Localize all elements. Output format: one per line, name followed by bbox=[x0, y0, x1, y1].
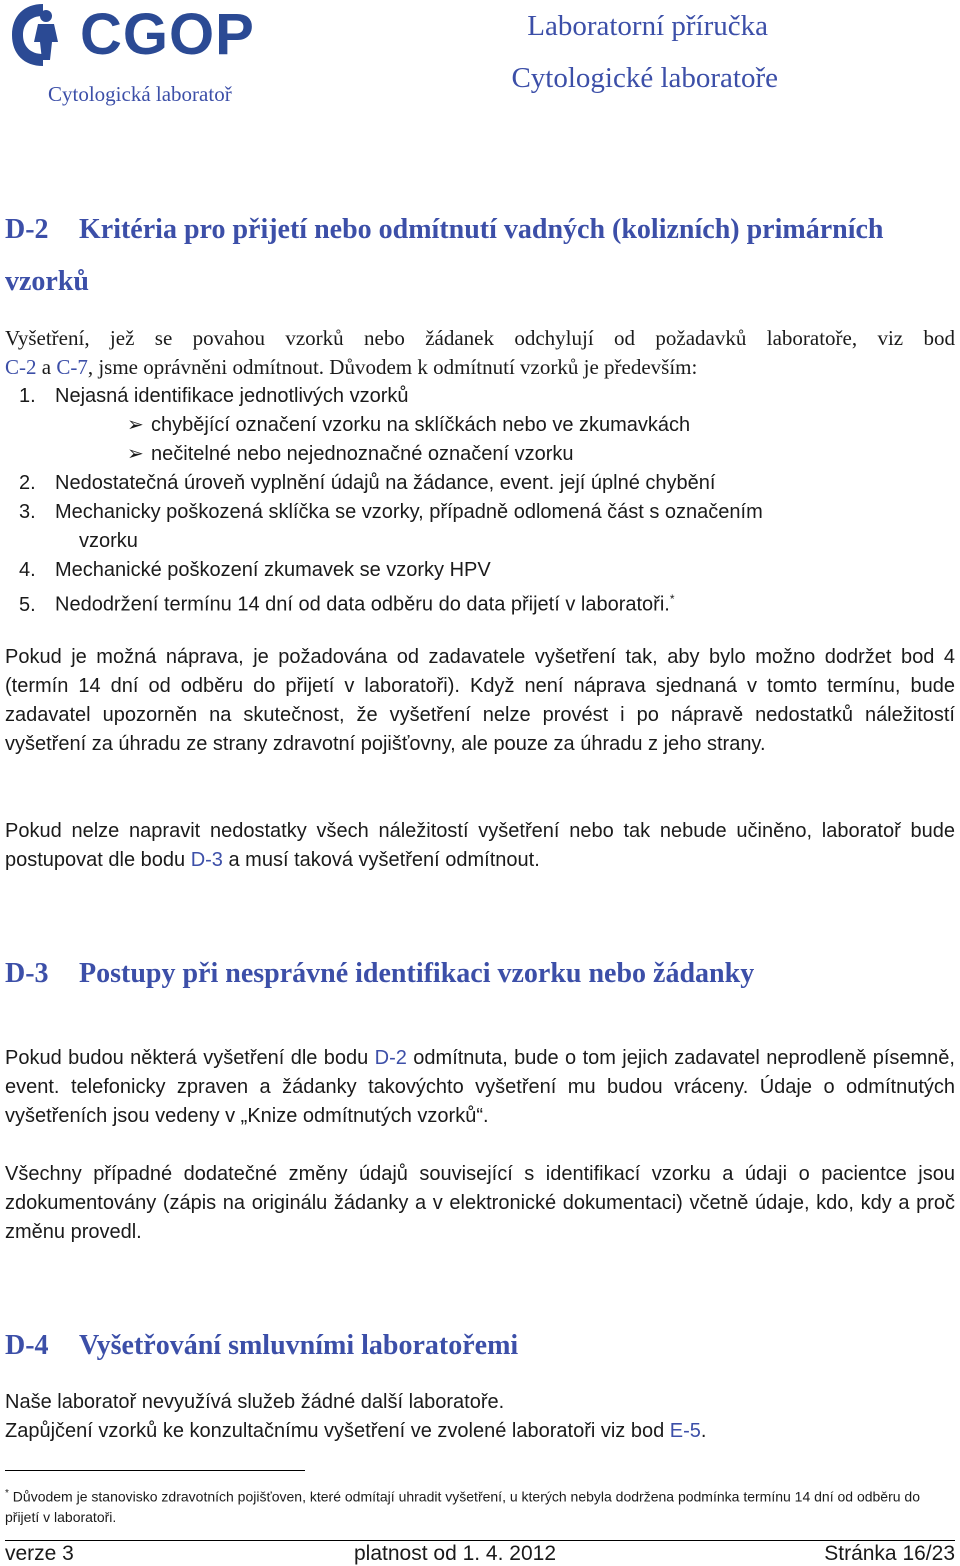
list-item bbox=[5, 382, 955, 411]
list-text: Mechanicky poškozená sklíčka se vzorky, případně odlomená část s označením bbox=[55, 501, 763, 523]
list-text: Nedostatečná úroveň vyplnění údajů na žádance, event. její úplné chybění bbox=[55, 472, 716, 494]
list-item bbox=[5, 585, 955, 614]
paragraph-remedy: Pokud je možná náprava, je požadována od zadavatele vyšetření tak, aby bylo možno dodržet bod 4 (termín 14 dní od odběru do přijetí v laboratoři). Když není náprava sjednaná v tomto termínu, bude zadavatel upozorněn na skutečnost, že vyšetření nelze provést i po nápravě nedostatků náležitostí vyšetření za úhradu ze strany zdravotní pojišťovny, ale pouze za úhradu z jeho strany. bbox=[5, 646, 955, 755]
intro-text: a bbox=[36, 355, 57, 379]
paragraph-cannot-remedy bbox=[5, 817, 955, 875]
list-subitem bbox=[5, 411, 955, 440]
link-d3[interactable]: D-3 bbox=[190, 849, 223, 871]
section-number: D-2 bbox=[5, 214, 49, 245]
link-c2[interactable]: C-2 bbox=[5, 355, 37, 379]
list-item bbox=[5, 556, 955, 585]
section-title: Vyšetřování smluvními laboratořemi bbox=[79, 1330, 519, 1361]
list-num: 3. bbox=[19, 501, 36, 523]
footer-validity: platnost od 1. 4. 2012 bbox=[354, 1542, 556, 1565]
link-c7[interactable]: C-7 bbox=[56, 355, 88, 379]
list-subitem bbox=[5, 440, 955, 469]
footnote bbox=[5, 1484, 955, 1527]
text: Pokud budou některá vyšetření dle bodu bbox=[5, 1047, 375, 1069]
list-text: Nejasná identifikace jednotlivých vzorků bbox=[55, 385, 409, 407]
footnote-mark[interactable]: * bbox=[669, 592, 675, 606]
paragraph-rejected bbox=[5, 1044, 955, 1131]
section-title-line2: vzorků bbox=[5, 266, 89, 297]
arrow-bullet-icon: ➢ bbox=[127, 414, 144, 436]
list-num: 4. bbox=[19, 559, 36, 581]
section-d4-heading bbox=[5, 1330, 955, 1366]
d4-line2 bbox=[5, 1417, 706, 1446]
text: Pokud nelze napravit nedostatky všech náležitostí vyšetření nebo tak nebude učiněno, laboratoř bude postupovat dle bodu bbox=[5, 820, 955, 871]
logo-emblem-icon bbox=[8, 2, 78, 68]
section-number: D-3 bbox=[5, 958, 49, 989]
criteria-list bbox=[5, 382, 955, 614]
list-num: 5. bbox=[19, 593, 36, 616]
paragraph-changes: Všechny případné dodatečné změny údajů související s identifikací vzorku a údaji o pacientce jsou zdokumentovány (zápis na originálu žádanky a v elektronické dokumentaci) včetně údaje, kdo, kdy a proč změnu provedl. bbox=[5, 1163, 955, 1243]
text: odmítnuta, bude o tom jejich zadavatel neprodleně písemně, event. telefonicky zpraven a žádanky takovýchto vyšetření mu budou vráceny. Údaje o odmítnutých vyšetřeních jsou vedeny v „Knize odmítnutých vzorků“. bbox=[5, 1047, 955, 1127]
document-title: Laboratorní příručka bbox=[527, 10, 768, 42]
intro-line2 bbox=[5, 353, 697, 382]
footnote-text: Důvodem je stanovisko zdravotních pojišťoven, které odmítají uhradit vyšetření, u kterých nebyla dodržena podmínka termínu 14 dní od odběru do přijetí v laboratoři. bbox=[5, 1488, 921, 1525]
list-item-continuation bbox=[5, 527, 955, 556]
link-d2[interactable]: D-2 bbox=[374, 1047, 407, 1069]
list-text: Nedodržení termínu 14 dní od data odběru do data přijetí v laboratoři. bbox=[55, 593, 670, 616]
footer-divider bbox=[5, 1540, 955, 1541]
logo bbox=[8, 2, 78, 68]
text: a musí taková vyšetření odmítnout. bbox=[222, 849, 540, 871]
section-title-line1: Kritéria pro přijetí nebo odmítnutí vadných (kolizních) primárních bbox=[79, 214, 884, 245]
list-text: vzorku bbox=[79, 530, 138, 552]
link-e5[interactable]: E-5 bbox=[669, 1420, 701, 1442]
intro-text-rest: , jsme oprávněni odmítnout. Důvodem k odmítnutí vzorků je především: bbox=[87, 355, 698, 379]
text: Zapůjčení vzorků ke konzultačnímu vyšetření ve zvolené laboratoři viz bod bbox=[5, 1420, 670, 1442]
footnote-mark: * bbox=[5, 1488, 9, 1499]
list-text: Mechanické poškození zkumavek se vzorky HPV bbox=[55, 559, 491, 581]
list-item bbox=[5, 469, 955, 498]
section-title: Postupy při nesprávné identifikaci vzorku nebo žádanky bbox=[79, 958, 755, 989]
arrow-bullet-icon: ➢ bbox=[127, 443, 144, 465]
section-d3-heading bbox=[5, 958, 955, 994]
footer-version: verze 3 bbox=[5, 1542, 74, 1565]
list-text: chybějící označení vzorku na sklíčkách nebo ve zkumavkách bbox=[151, 414, 691, 436]
list-text: nečitelné nebo nejednoznačné označení vzorku bbox=[151, 443, 574, 465]
text: . bbox=[700, 1420, 707, 1442]
list-num: 2. bbox=[19, 472, 36, 494]
document-subtitle: Cytologické laboratoře bbox=[511, 62, 778, 94]
d4-line1: Naše laboratoř nevyužívá služeb žádné další laboratoře. bbox=[5, 1391, 505, 1413]
list-item bbox=[5, 498, 955, 527]
footnote-divider bbox=[5, 1470, 305, 1471]
lab-name: Cytologická laboratoř bbox=[48, 82, 232, 106]
list-num: 1. bbox=[19, 385, 36, 407]
logo-text: CGOP bbox=[80, 2, 255, 67]
footer-page-number: Stránka 16/23 bbox=[824, 1542, 955, 1565]
section-number: D-4 bbox=[5, 1330, 49, 1361]
intro-line1: Vyšetření, jež se povahou vzorků nebo žádanek odchylují od požadavků laboratoře, viz bod bbox=[5, 326, 955, 350]
section-d2-heading bbox=[5, 214, 955, 298]
